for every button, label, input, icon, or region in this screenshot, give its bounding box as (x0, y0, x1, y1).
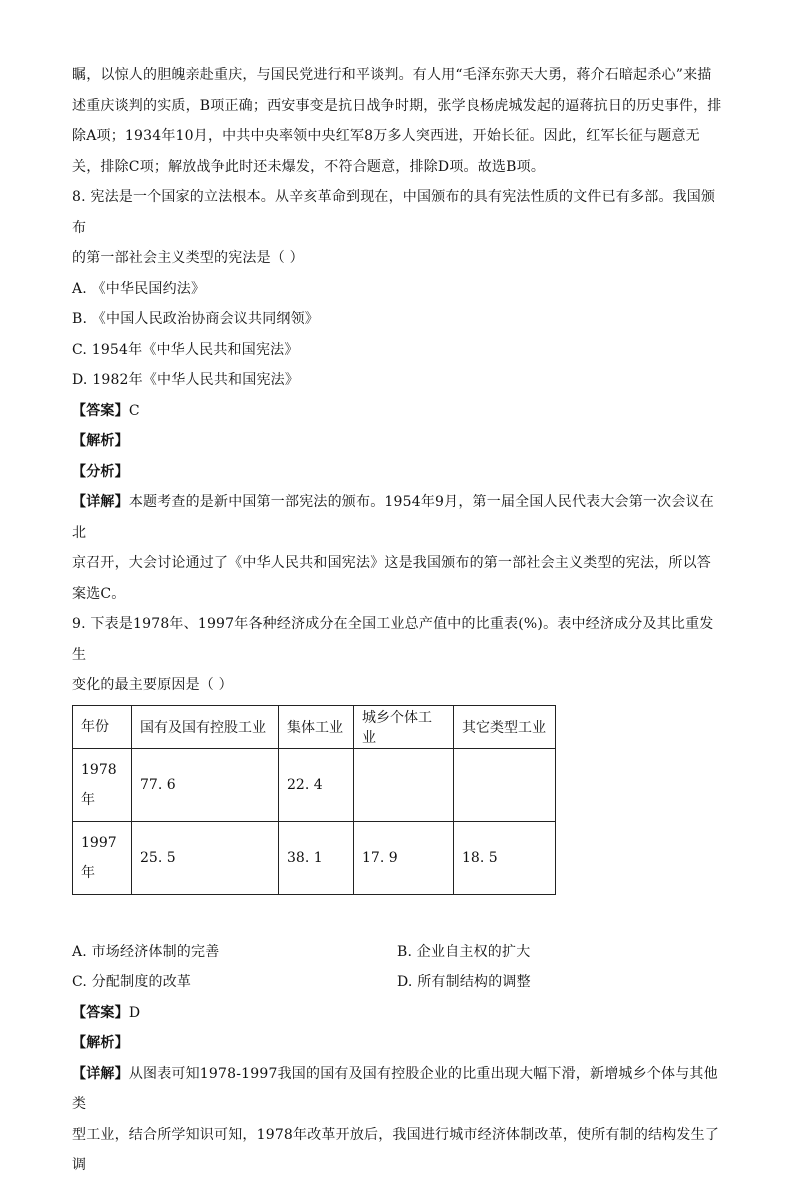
table-row (73, 748, 556, 821)
table-cell: 77. 6 (132, 748, 279, 821)
option-a: A. 市场经济体制的完善 (72, 943, 220, 960)
detail-line (72, 487, 722, 548)
text-line: 述重庆谈判的实质，B项正确；西安事变是抗日战争时期，张学良杨虎城发起的逼蒋抗日的历史事件，排 (72, 97, 722, 114)
answer-line (72, 998, 722, 1029)
table-cell: 17. 9 (354, 821, 454, 894)
detail-line: 案选C。 (72, 585, 126, 602)
answer-line (72, 396, 722, 427)
detail-line: 京召开，大会讨论通过了《中华人民共和国宪法》这是我国颁布的第一部社会主义类型的宪法，所以答 (72, 555, 711, 571)
table-header-cell: 年份 (73, 705, 132, 748)
option-a: A. 《中华民国约法》 (72, 280, 206, 297)
text-line: 关，排除C项；解放战争此时还未爆发，不符合题意，排除D项。故选B项。 (72, 158, 546, 175)
table-cell: 18. 5 (454, 821, 556, 894)
option-b: B. 企业自主权的扩大 (397, 943, 531, 960)
question-stem: 的第一部社会主义类型的宪法是（ ） (72, 250, 304, 266)
detail-text: 本题考查的是新中国第一部宪法的颁布。1954年9月，第一届全国人民代表大会第一次会议在北 (72, 494, 714, 541)
answer-value: C (128, 402, 140, 419)
detail-tag: 【详解】 (72, 494, 129, 510)
question-9 (72, 609, 722, 1181)
table-cell (354, 748, 454, 821)
analysis-tag-line (72, 426, 722, 457)
fenxi-tag-line (72, 457, 722, 488)
text-line: 除A项；1934年10月，中共中央率领中央红军8万多人突西进，开始长征。因此，红军长征与题意无 (72, 128, 700, 144)
fenxi-tag: 【分析】 (72, 463, 129, 480)
table-cell: 1997年 (73, 821, 132, 894)
answer-tag: 【答案】 (72, 402, 129, 419)
detail-line: 型工业，结合所学知识可知，1978年改革开放后，我国进行城市经济体制改革，使所有制的结构发生了调 (72, 1126, 720, 1173)
question-8 (72, 182, 722, 609)
question-stem: 变化的最主要原因是（ ） (72, 677, 233, 693)
q7-explanation-continued (72, 60, 722, 182)
question-stem: 8. 宪法是一个国家的立法根本。从辛亥革命到现在，中国颁布的具有宪法性质的文件已有多部。我国颁布 (72, 189, 716, 236)
question-stem: 9. 下表是1978年、1997年各种经济成分在全国工业总产值中的比重表(%)。表中经济成分及其比重发生 (72, 616, 714, 663)
table-cell (454, 748, 556, 821)
option-d: D. 所有制结构的调整 (397, 974, 531, 990)
answer-tag: 【答案】 (72, 1004, 129, 1021)
analysis-tag: 【解析】 (72, 433, 129, 449)
detail-tag: 【详解】 (72, 1065, 129, 1082)
spacer (72, 895, 722, 937)
analysis-tag: 【解析】 (72, 1035, 129, 1051)
table-header-cell: 其它类型工业 (454, 705, 556, 748)
options-row (72, 937, 722, 968)
detail-line (72, 1059, 722, 1120)
option-d: D. 1982年《中华人民共和国宪法》 (72, 372, 300, 388)
detail-text: 从图表可知1978-1997我国的国有及国有控股企业的比重出现大幅下滑，新增城乡个体与其他类 (72, 1065, 718, 1112)
table-cell: 25. 5 (132, 821, 279, 894)
table-header-cell: 集体工业 (279, 705, 354, 748)
options-row (72, 967, 722, 998)
answer-value: D (128, 1004, 141, 1021)
table-cell: 22. 4 (279, 748, 354, 821)
table-cell: 38. 1 (279, 821, 354, 894)
text-line: 瞩，以惊人的胆魄亲赴重庆，与国民党进行和平谈判。有人用“毛泽东弥天大勇，蒋介石暗起杀心”来描 (72, 67, 712, 83)
table-row (73, 821, 556, 894)
option-b: B. 《中国人民政治协商会议共同纲领》 (72, 311, 319, 327)
analysis-tag-line (72, 1028, 722, 1059)
table-header-cell: 城乡个体工业 (354, 705, 454, 748)
economy-share-table (72, 705, 556, 895)
document-page (72, 60, 722, 1181)
table-cell: 1978年 (73, 748, 132, 821)
table-header-row (73, 705, 556, 748)
option-c: C. 1954年《中华人民共和国宪法》 (72, 341, 299, 358)
table-header-cell: 国有及国有控股工业 (132, 705, 279, 748)
option-c: C. 分配制度的改革 (72, 974, 192, 990)
